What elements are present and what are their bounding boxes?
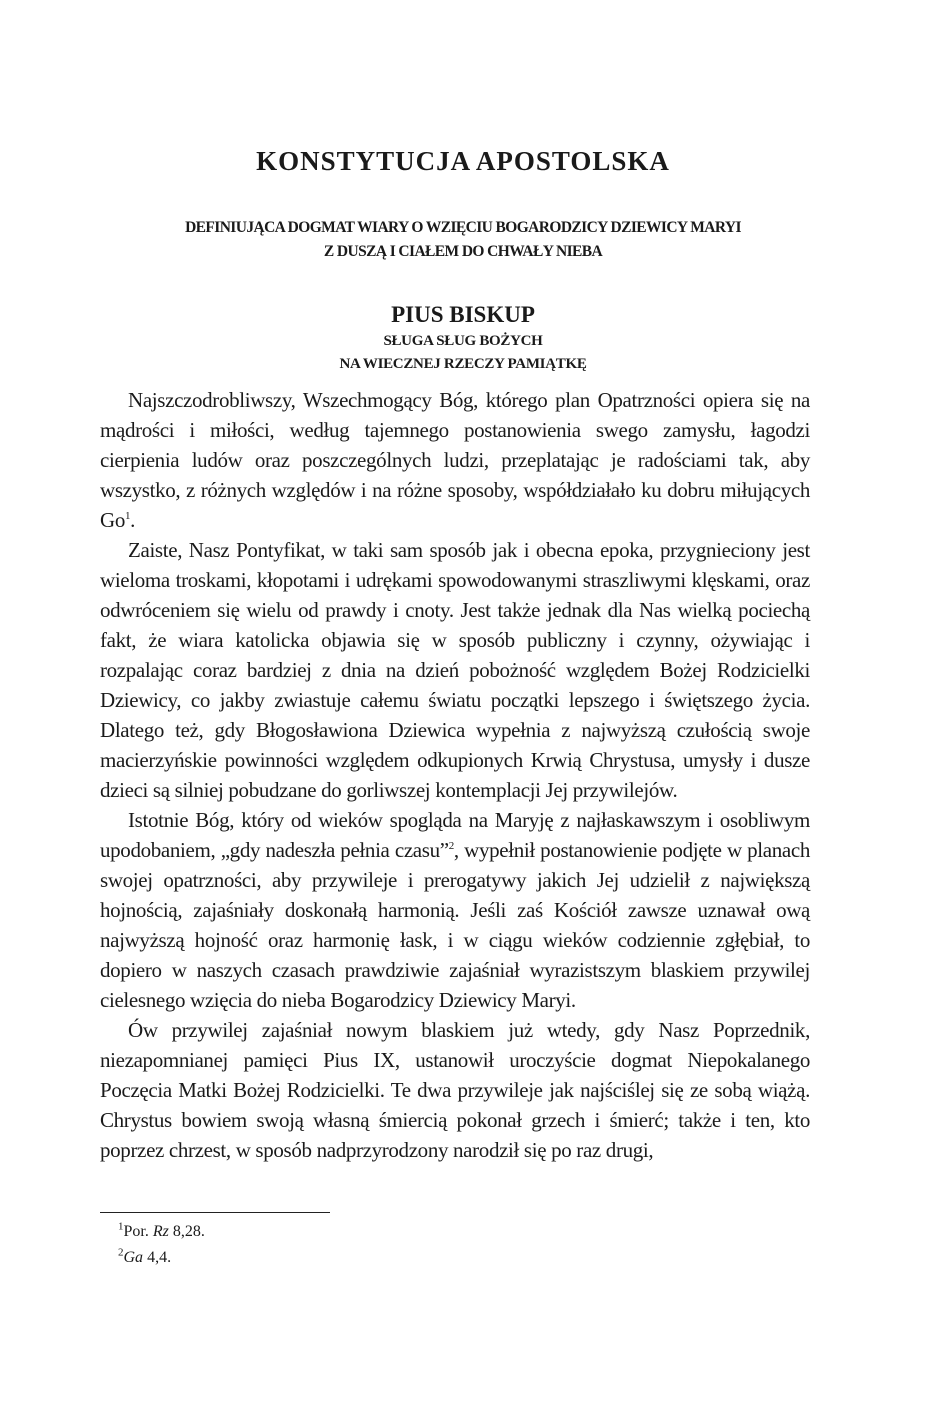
section-heading: PIUS BISKUP — [391, 302, 535, 327]
document-title: KONSTYTUCJA APOSTOLSKA — [256, 146, 670, 176]
document-subtitle — [40, 216, 886, 264]
footnote-verse: 8,28. — [168, 1223, 205, 1240]
footnote-ref-1: 1 — [124, 510, 131, 522]
paragraph-4: Ów przywilej zajaśniał nowym blaskiem już wtedy, gdy Nasz Poprzednik, niezapomnianej pamięci Pius IX, ustanowił uroczyście dogmat Niepokalanego Poczęcia Matki Bożej Rodzicielki. Te dwa przywileje jak najściślej się ze sobą wiążą. Chrystus bowiem swoją własną śmiercią pokonał grzech i śmierć; także i ten, kto poprzez chrzest, w sposób nadprzyrodzony narodził się po raz drugi, — [100, 1018, 810, 1162]
paragraph-text-after: , wypełnił postanowienie podjęte w planach swojej opatrzności, aby przywileje i prerogatywy jakich Jej udzielił z największą hojnością, zajaśniały doskonałą harmonią. Jeśli zaś Kościół zawsze uznawał ową najwyższą hojność oraz harmonię łask, i w ciągu wieków codziennie zgłębiał, to dopiero w naszych czasach prawdziwie zajaśniał wyrazistszym blaskiem przywilej cielesnego wzięcia do nieba Bogarodzicy Dziewicy Maryi. — [100, 838, 810, 1012]
footnote-book: Rz — [152, 1223, 169, 1240]
paragraph-2: Zaiste, Nasz Pontyfikat, w taki sam sposób jak i obecna epoka, przygnieciony jest wieloma troskami, kłopotami i udrękami spowodowanymi straszliwymi klęskami, oraz odwróceniem się wielu od prawdy i cnoty. Jest także jednak dla Nas wielką pociechą fakt, że wiara katolicka objawia się w sposób publiczny i czynny, ożywiając i rozpalając coraz bardziej z dnia na dzień pobożność względem Bożej Rodzicielki Dziewicy, co jakby zwiastuje całemu światu początki lepszego i świętszego życia. Dlatego też, gdy Błogosławiona Dziewica wypełnia z najwyższą czułością swoje macierzyńskie powinności względem odkupionych Krwią Chrystusa, umysły i dusze dzieci są silniej pobudzane do gorliwszej kontemplacji Jej przywilejów. — [100, 538, 810, 802]
footnote-ref-2: 2 — [448, 840, 454, 852]
paragraph-1 — [100, 385, 810, 535]
paragraph-end: . — [130, 508, 136, 532]
paragraph-3 — [100, 805, 810, 1015]
footnote-mark: 1 — [118, 1220, 124, 1233]
footnote-2 — [118, 1248, 171, 1268]
footnote-verse: 4,4. — [143, 1249, 172, 1266]
paragraph-text: Najszczodrobliwszy, Wszechmogący Bóg, którego plan Opatrzności opiera się na mądrości i miłości, według tajemnego postanowienia swego zamysłu, łagodzi cierpienia ludów oraz poszczególnych ludzi, przeplatając je radościami tak, aby wszystko, z różnych względów i na różne sposoby, współdziałało ku dobru miłujących Go — [100, 388, 810, 532]
footnote-1 — [118, 1222, 205, 1242]
subtitle-line-1: DEFINIUJĄCA DOGMAT WIARY O WZIĘCIU BOGARODZICY DZIEWICY MARYI — [185, 219, 741, 236]
body-text — [100, 385, 810, 1165]
sub-heading-1: SŁUGA SŁUG BOŻYCH — [383, 333, 543, 349]
sub-heading-2: NA WIECZNEJ RZECZY PAMIĄTKĘ — [339, 356, 587, 372]
footnote-divider — [100, 1212, 330, 1213]
footnote-book: Ga — [123, 1249, 144, 1266]
footnote-mark: 2 — [118, 1246, 124, 1259]
subtitle-line-2: Z DUSZĄ I CIAŁEM DO CHWAŁY NIEBA — [323, 243, 603, 260]
paragraph-text: Istotnie Bóg, który od wieków spogląda na Maryję z najłaskawszym i osobliwym upodobaniem, „gdy nadeszła pełnia czasu” — [100, 808, 810, 862]
footnote-prefix: Por. — [123, 1223, 153, 1240]
